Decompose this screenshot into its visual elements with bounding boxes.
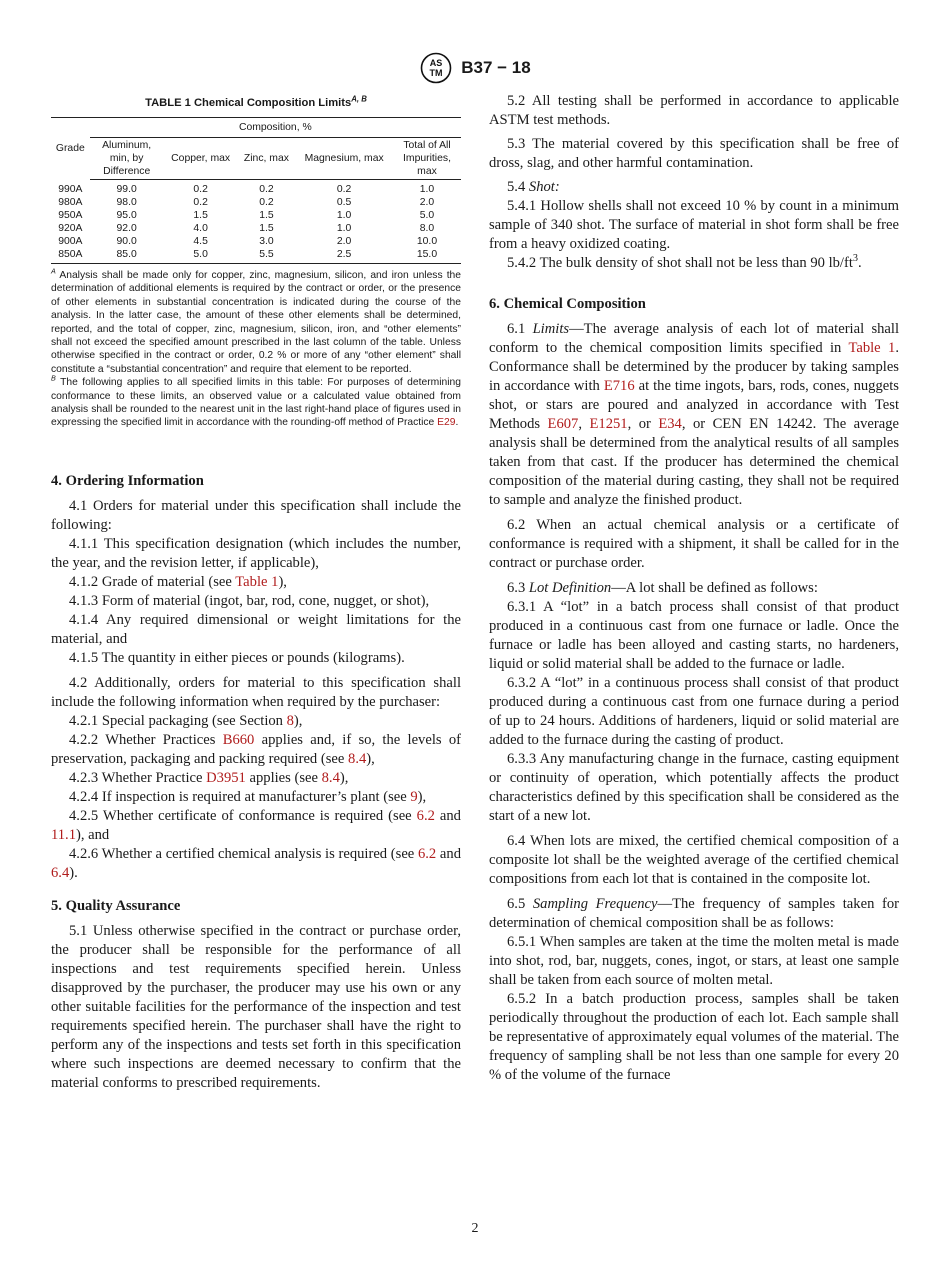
- para-6-3-1: 6.3.1 A “lot” in a batch process shall consist of that product produced in a continuous cast from one furnace or ladle. Once the furnace or ladle has been alloyed and casting starts, no hardeners, liquid or solid material shall be added to the furnace or ladle.: [489, 599, 899, 672]
- text-span: 6.1: [507, 321, 533, 337]
- para-4-1-5: 4.1.5 The quantity in either pieces or pounds (kilograms).: [69, 649, 405, 666]
- para-6-1: [489, 320, 899, 510]
- link-table-1[interactable]: Table 1: [235, 573, 279, 590]
- para-6-4: 6.4 When lots are mixed, the certified chemical composition of a composite lot shall be the weighted average of the certified chemical compositions from each lot that is contained in the composite lot.: [489, 833, 899, 887]
- para-5-4-2: [489, 254, 899, 273]
- table-row: [51, 196, 461, 209]
- table-cell: 950A: [58, 210, 83, 221]
- table-cell: 4.5: [193, 236, 208, 247]
- table-cell: 1.5: [193, 210, 208, 221]
- col-header-aluminum: Aluminum, min, by Difference: [90, 138, 164, 180]
- text-span: ), and: [76, 826, 110, 843]
- text-span: —A lot shall be defined as follows:: [611, 580, 818, 596]
- table-cell: 4.0: [193, 223, 208, 234]
- para-4-1: 4.1 Orders for material under this specification shall include the following:: [51, 497, 461, 533]
- text-span: and: [434, 807, 461, 824]
- table-cell: 920A: [58, 223, 83, 234]
- right-column: [489, 92, 899, 1085]
- footnote-a-text: Analysis shall be made only for copper, zinc, magnesium, silicon, and iron unless the determination of additional elements is required by the contract or order, or the presence of other elements in substantial concentration is indicated during the course of the analysis. In the latter case, the amount of these other elements shall be determined, reported, and the total of copper, zinc, magnesium, silicon, iron, and “other elements” shall not exceed the specified amount prescribed in the last column of the table. Unless otherwise specified in the contract or order, 0.2 % or more of any “other element” shall constitute a “substantial concentration” and require that element to be reported.: [51, 270, 462, 375]
- link-e34[interactable]: E34: [658, 416, 682, 432]
- table-cell: 1.0: [336, 223, 352, 234]
- footnote-b: [51, 373, 461, 430]
- table-row: [51, 248, 461, 264]
- text-span: . Conformance shall be determined by the producer by taking samples in accordance with: [489, 340, 899, 394]
- table-cell: 1.0: [419, 184, 435, 195]
- text-span: and: [436, 845, 461, 862]
- para-4-1-1: 4.1.1 This specification designation (which includes the number, the year, and the revision letter, if applicable),: [51, 535, 461, 571]
- table-footnotes: [51, 266, 462, 430]
- table-cell: 990A: [58, 183, 83, 195]
- text-span: ).: [69, 864, 78, 881]
- text-span: Limits: [532, 321, 570, 337]
- table-cell: 90.0: [116, 236, 137, 247]
- col-header-grade: Grade: [51, 118, 90, 180]
- table-cell: 2.0: [336, 236, 352, 247]
- table-cell: 3.0: [259, 236, 274, 247]
- para-6-5-2: 6.5.2 In a batch production process, samples shall be taken periodically throughout the production of each lot. Each sample shall be representative of approximately equal volumes of the material. The frequency of sampling shall be not less than one sample for every 20 % of the volume of the furnace: [489, 991, 899, 1083]
- table-cell: 0.2: [193, 197, 208, 208]
- para-4-1-3: 4.1.3 Form of material (ingot, bar, rod, cone, nugget, or shot),: [69, 592, 430, 609]
- text-span: 6.5: [507, 896, 533, 912]
- table-cell: 15.0: [393, 248, 461, 264]
- text-span: , or CEN EN 14242. The average analysis shall be determined from the analytical results of all samples taken from that cast. If the producer has determined the chemical composition of the material during casting, they shall not be required to sample and analyze the finished product.: [489, 416, 899, 508]
- col-group-composition: Composition, %: [90, 118, 461, 138]
- text-span: applies and, if so, the levels of preservation, packaging and packing required (see: [51, 731, 461, 767]
- para-4-2-5: [51, 807, 461, 845]
- table-cell: 92.0: [116, 223, 137, 234]
- text-span: ),: [417, 788, 427, 805]
- para-4-2: 4.2 Additionally, orders for material to this specification shall include the following information when required by the purchaser:: [51, 674, 461, 710]
- col-header-zinc: Zinc, max: [238, 138, 296, 180]
- para-4-2-2: [51, 731, 461, 769]
- link-11-1[interactable]: 11.1: [51, 826, 76, 843]
- text-span: ,: [578, 416, 590, 432]
- footnote-a-marker: A: [51, 266, 56, 276]
- para-5-2: 5.2 All testing shall be performed in accordance to applicable ASTM test methods.: [489, 93, 899, 128]
- table-row: [51, 222, 461, 235]
- table-cell: 85.0: [90, 248, 164, 264]
- text-span: 4.1.2 Grade of material (see: [69, 573, 236, 590]
- link-6-2[interactable]: 6.2: [416, 807, 435, 824]
- link-e1251[interactable]: E1251: [589, 416, 628, 432]
- section-heading-chemical: 6. Chemical Composition: [489, 296, 646, 312]
- text-span: Shot:: [528, 179, 560, 195]
- table-cell: 10.0: [416, 236, 438, 247]
- table-title: [51, 94, 461, 113]
- text-span: 4.2.6 Whether a certified chemical analysis is required (see: [69, 845, 418, 862]
- para-4-1-2: [51, 573, 461, 592]
- text-span: 4.2.2 Whether Practices: [69, 731, 223, 748]
- footnote-a: [51, 266, 462, 376]
- text-span: at the time ingots, bars, rods, cones, nuggets shot, or stars are poured and analyzed in accordance with Test Methods: [489, 378, 899, 432]
- section-heading-quality: 5. Quality Assurance: [51, 897, 181, 914]
- para-6-3: [489, 579, 899, 598]
- link-6-2[interactable]: 6.2: [417, 845, 437, 862]
- para-5-4: [489, 178, 899, 197]
- col-header-magnesium: Magnesium, max: [295, 138, 393, 180]
- para-4-2-3: [51, 769, 461, 788]
- text-span: ),: [366, 750, 375, 767]
- page-header: [0, 52, 950, 84]
- link-e29[interactable]: E29: [437, 417, 456, 429]
- text-span: 4.2.1 Special packaging (see Section: [69, 712, 287, 729]
- para-6-2: 6.2 When an actual chemical analysis or a certificate of conformance is required with a shipment, it shall be called for in the contract or purchase order.: [489, 517, 899, 571]
- para-6-3-3: 6.3.3 Any manufacturing change in the furnace, casting equipment or continuity of operation, which potentially affects the product characteristics defined by this specification shall be considered as the start of a new lot.: [489, 751, 899, 824]
- link-e716[interactable]: E716: [603, 378, 635, 394]
- footnote-b-end: .: [455, 417, 459, 429]
- para-4-2-1: [51, 712, 461, 731]
- text-span: 5.4.2 The bulk density of shot shall not be less than 90 lb/ft: [507, 255, 853, 271]
- left-column: [51, 92, 461, 1098]
- table-cell: 5.0: [419, 210, 435, 221]
- text-span: 4.2.3 Whether Practice: [69, 769, 207, 786]
- table-cell: 99.0: [116, 184, 137, 195]
- text-span: —The average analysis of each lot of material shall conform to the chemical composition limits specified in: [489, 321, 900, 356]
- link-b660[interactable]: B660: [222, 731, 255, 748]
- para-6-5: [489, 895, 899, 933]
- link-table-1[interactable]: Table 1: [848, 340, 896, 356]
- link-8-4[interactable]: 8.4: [321, 769, 340, 786]
- table-cell: 850A: [51, 248, 90, 264]
- text-span: 4.2.4 If inspection is required at manufacturer’s plant (see: [69, 788, 411, 805]
- text-span: ),: [293, 712, 303, 729]
- table-cell: 1.0: [336, 210, 352, 221]
- table-cell: 0.2: [336, 184, 352, 195]
- text-span: 4.2.5 Whether certificate of conformance is required (see: [69, 807, 417, 824]
- para-5-4-1: 5.4.1 Hollow shells shall not exceed 10 % by count in a minimum sample of 340 shot. The surface of material in shot form shall be free from a heavy oxidized coating.: [489, 198, 899, 252]
- link-8-4[interactable]: 8.4: [348, 750, 367, 767]
- table-cell: 0.2: [193, 184, 208, 195]
- table-cell: 0.5: [336, 197, 352, 208]
- chemical-composition-table: [51, 117, 461, 264]
- superscript: 3: [852, 253, 859, 265]
- astm-logo-icon: [419, 52, 453, 84]
- text-span: —The frequency of samples taken for determination of chemical composition shall be as follows:: [489, 896, 899, 931]
- svg-text:AS: AS: [429, 58, 443, 68]
- text-span: Lot Definition: [528, 580, 612, 596]
- table-cell: 2.5: [295, 248, 393, 264]
- table-title-notes: A, B: [351, 94, 367, 104]
- text-span: ),: [339, 769, 349, 786]
- link-section-8[interactable]: 8: [286, 712, 294, 729]
- para-6-5-1: 6.5.1 When samples are taken at the time the molten metal is made into shot, rod, bar, nuggets, cones, ingot, or stars, at least one sample shall be taken from each source of molten metal.: [489, 934, 899, 988]
- page-number: 2: [471, 1221, 479, 1236]
- table-cell: 2.0: [419, 197, 435, 208]
- table-row: [51, 209, 461, 222]
- table-cell: 0.2: [259, 197, 274, 208]
- link-d3951[interactable]: D3951: [206, 769, 246, 786]
- col-header-impurities: Total of All Impurities, max: [393, 138, 461, 180]
- table-row: [51, 180, 461, 197]
- table-cell: 98.0: [116, 197, 137, 208]
- link-section-9[interactable]: 9: [410, 788, 418, 805]
- para-4-1-4: 4.1.4 Any required dimensional or weight limitations for the material, and: [51, 611, 461, 647]
- table-cell: 8.0: [419, 223, 435, 234]
- text-span: , or: [627, 416, 659, 432]
- para-4-2-6: [51, 845, 461, 883]
- table-cell: 980A: [58, 197, 83, 208]
- link-6-4[interactable]: 6.4: [51, 864, 70, 881]
- table-cell: 95.0: [116, 210, 137, 221]
- col-header-copper: Copper, max: [164, 138, 238, 180]
- para-5-3: 5.3 The material covered by this specification shall be free of dross, slag, and other harmful contamination.: [489, 136, 899, 171]
- table-cell: 0.2: [259, 184, 274, 195]
- text-span: Sampling Frequency: [532, 896, 658, 912]
- text-span: applies (see: [245, 769, 322, 786]
- para-4-2-4: [51, 788, 461, 807]
- table-title-text: TABLE 1 Chemical Composition Limits: [145, 97, 352, 109]
- text-span: 6.3: [507, 580, 529, 596]
- text-span: .: [858, 255, 862, 271]
- text-span: 5.4: [507, 179, 529, 195]
- table-cell: 900A: [58, 236, 83, 247]
- text-span: ),: [278, 573, 287, 590]
- table-cell: 1.5: [259, 210, 274, 221]
- para-6-3-2: 6.3.2 A “lot” in a continuous process shall consist of that product produced during a continuous cast from one furnace during a period of up to 24 hours. Additions of hardeners, liquid or solid material are added to the furnace during the casting of product.: [489, 675, 899, 748]
- table-row: [51, 235, 461, 248]
- para-5-1: 5.1 Unless otherwise specified in the contract or purchase order, the producer shall be responsible for the performance of all inspections and test requirements specified herein. Unless disapproved by the purchaser, the producer may use his own or any other suitable facilities for the performance of the inspection and test requirements specified herein. The purchaser shall have the right to perform any of the inspections and tests set forth in this specification where such inspections are deemed necessary to confirm that the material conforms to prescribed requirements.: [51, 922, 461, 1091]
- link-e607[interactable]: E607: [547, 416, 579, 432]
- table-cell: 5.0: [164, 248, 238, 264]
- footnote-b-marker: B: [51, 373, 56, 383]
- document-designation: B37 − 18: [461, 58, 531, 77]
- svg-text:TM: TM: [429, 68, 443, 78]
- section-heading-ordering: 4. Ordering Information: [51, 472, 204, 489]
- footnote-b-text: The following applies to all specified limits in this table: For purposes of determining conformance to these limits, an observed value or a calculated value obtained from analysis shall be rounded to the nearest unit in the last right-hand place of figures used in expressing the specified limit in accordance with the rounding-off method of Practice: [51, 377, 461, 429]
- table-cell: 1.5: [259, 223, 274, 234]
- table-cell: 5.5: [238, 248, 296, 264]
